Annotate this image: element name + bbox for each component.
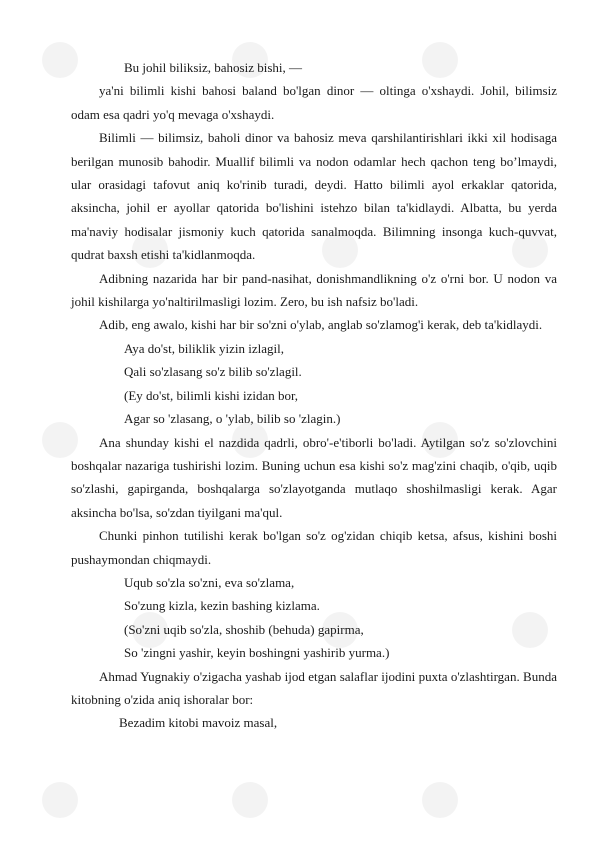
paragraph: ya'ni bilimli kishi bahosi baland bo'lgan dinor — oltinga o'xshaydi. Johil, bilimsiz odam esa qadri yo'q mevaga o'xshaydi.: [71, 83, 557, 122]
verse-translation-line: Agar so 'zlasang, o 'ylab, bilib so 'zlagin.): [124, 411, 341, 427]
verse-line: Qali so'zlasang so'z bilib so'zlagil.: [124, 364, 302, 380]
verse-translation-line: (Ey do'st, bilimli kishi izidan bor,: [124, 387, 299, 403]
verse-line: Aya do'st, biliklik yizin izlagil,: [124, 340, 285, 356]
paragraph: Ana shunday kishi el nazdida qadrli, obro'-e'tiborli bo'ladi. Aytilgan so'z so'zlovchini boshqalar nazariga tushirishi lozim. Buning uchun esa kishi so'z mag'zini chaqib, o'qib, uqib so'zlashi, gapirganda, boshqalarga so'zlayotganda mutlaqo shoshilmasligi kerak. Agar aksincha bo'lsa, so'zdan tiyilgani ma'qul.: [71, 434, 557, 520]
paragraph: Ahmad Yugnakiy o'zigacha yashab ijod etgan salaflar ijodini puxta o'zlashtirgan. Bunda kitobning o'zida aniq ishoralar bor:: [71, 668, 557, 707]
verse-translation-line: So 'zingni yashir, keyin boshingni yashirib yurma.): [124, 645, 390, 661]
document-page: [71, 56, 557, 735]
paragraph: Adib, eng awalo, kishi har bir so'zni o'ylab, anglab so'zlamog'i kerak, deb ta'kidlaydi.: [99, 317, 543, 333]
paragraph: Adibning nazarida har bir pand-nasihat, donishmandlikning o'z o'rni bor. U nodon va johil kishilarga yo'naltirilmasligi lozim. Zero, bu ish nafsiz bo'ladi.: [71, 270, 557, 310]
paragraph: Bilimli — bilimsiz, baholi dinor va bahosiz meva qarshilantirishlari ikki xil hodisaga berilgan munosib bahodir. Muallif bilimli va nodon odamlar hech qachon teng bo’lmaydi, ular orasidagi tafovut aniq ko'rinib turadi, deydi. Hatto bilimli ayol erkaklar qatorida, aksincha, johil er ayollar qatorida bo'lishini istehzo bilan ta'kidlaydi. Albatta, bu yerda ma'naviy hodisalar jismoniy kuch qatorida sanalmoqda. Bilimning insonga kuch-quvvat, qudrat baxsh etishi ta'kidlanmoqda.: [71, 130, 557, 263]
verse-line: Uqub so'zla so'zni, eva so'zlama,: [124, 574, 295, 590]
verse-translation-line: (So'zni uqib so'zla, shoshib (behuda) gapirma,: [124, 621, 364, 637]
verse-line: So'zung kizla, kezin bashing kizlama.: [124, 598, 320, 614]
verse-line: Bezadim kitobi mavoiz masal,: [119, 715, 278, 731]
verse-line: Bu johil biliksiz, bahosiz bishi, —: [124, 60, 303, 75]
paragraph: Chunki pinhon tutilishi kerak bo'lgan so'z og'zidan chiqib ketsa, afsus, kishini boshi pushaymondan chiqmaydi.: [71, 528, 557, 567]
